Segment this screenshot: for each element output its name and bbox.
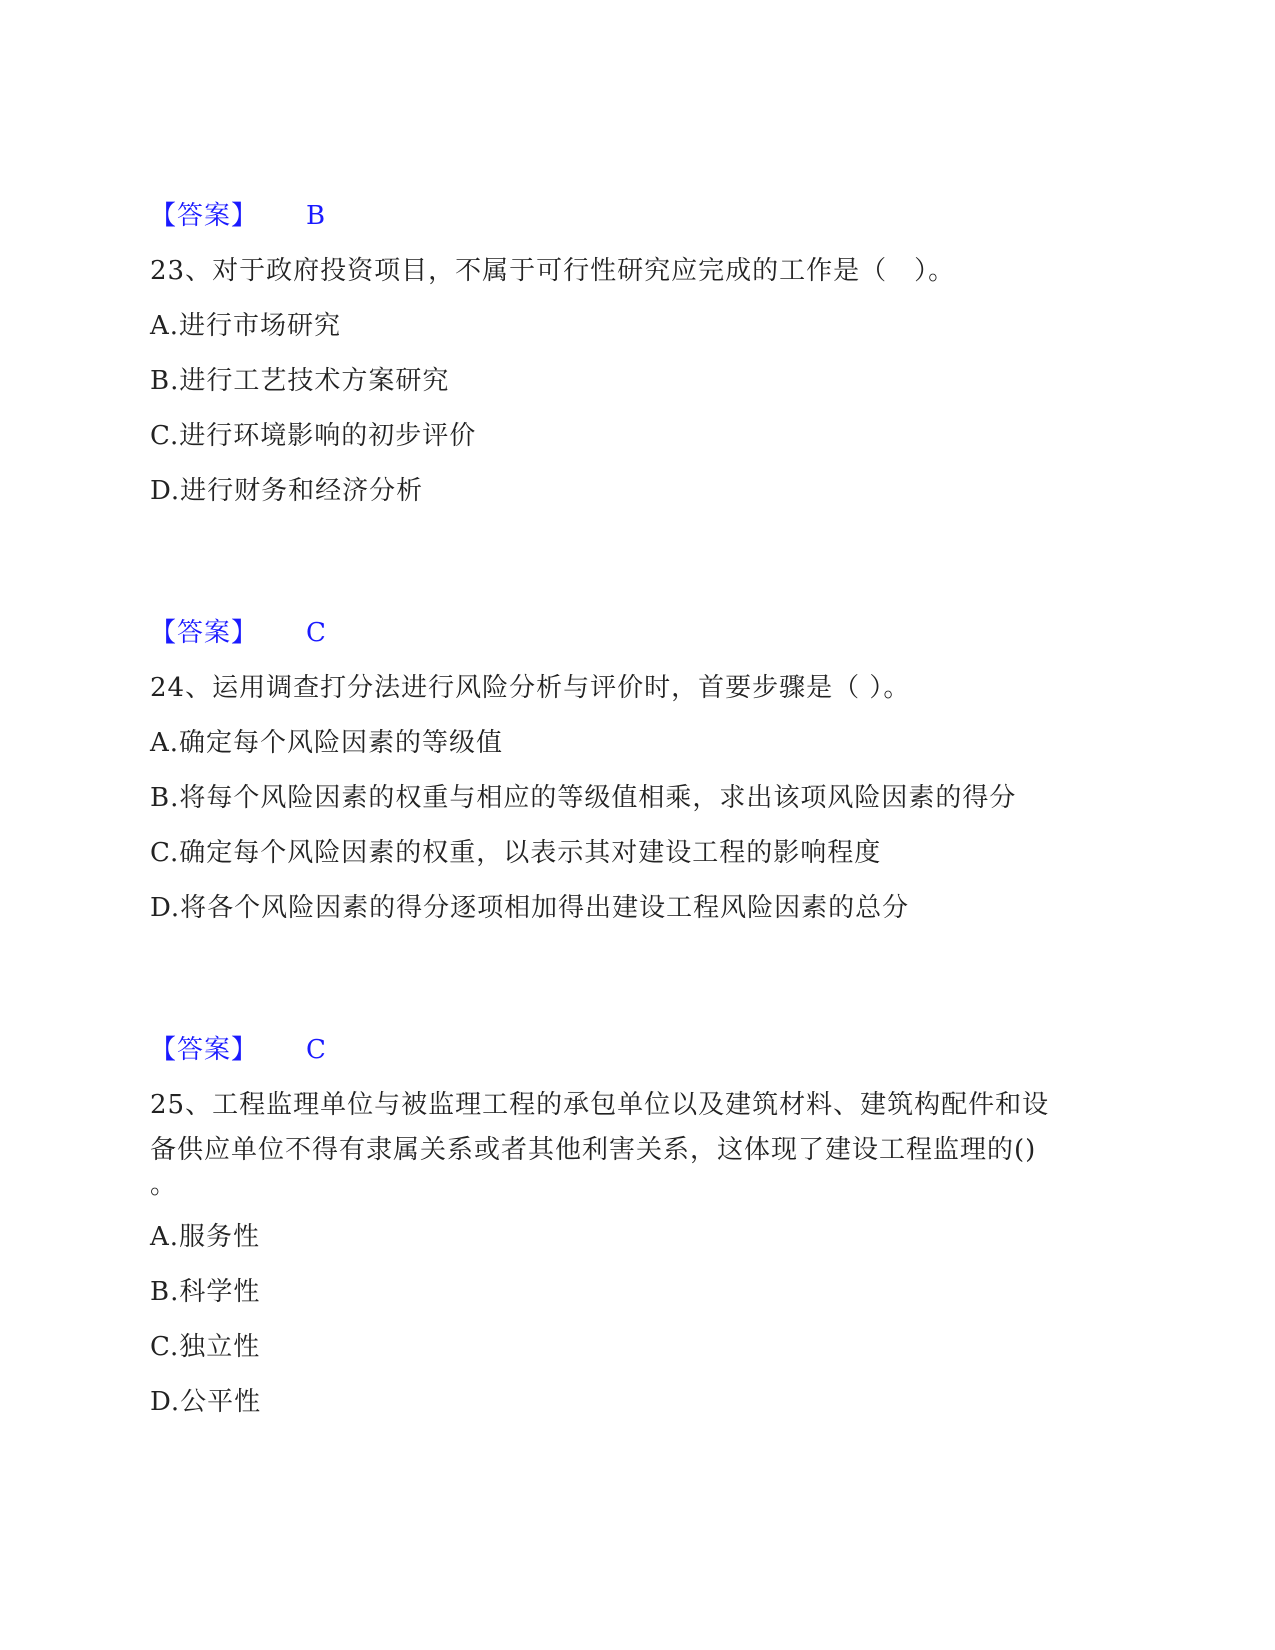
question-option: A.服务性 xyxy=(150,1222,261,1252)
question-stem: 。 xyxy=(150,1170,178,1200)
question-option: D.进行财务和经济分析 xyxy=(150,476,424,506)
question-option: D.将各个风险因素的得分逐项相加得出建设工程风险因素的总分 xyxy=(150,893,910,923)
question-stem: 24、运用调查打分法进行风险分析与评价时，首要步骤是（ ）。 xyxy=(150,673,911,703)
question-stem: 25、工程监理单位与被监理工程的承包单位以及建筑材料、建筑构配件和设 xyxy=(150,1090,1050,1120)
answer-line xyxy=(150,1030,327,1070)
question-option: A.确定每个风险因素的等级值 xyxy=(150,728,504,758)
answer-tag: 【答案】 xyxy=(150,618,259,648)
question-option: C.确定每个风险因素的权重，以表示其对建设工程的影响程度 xyxy=(150,838,882,868)
question-option: A.进行市场研究 xyxy=(150,311,342,341)
question-stem: 备供应单位不得有隶属关系或者其他利害关系，这体现了建设工程监理的() xyxy=(150,1135,1037,1165)
answer-letter: C xyxy=(306,1035,327,1065)
question-option: B.进行工艺技术方案研究 xyxy=(150,366,450,396)
answer-line xyxy=(150,196,326,236)
question-option: D.公平性 xyxy=(150,1387,262,1417)
answer-tag: 【答案】 xyxy=(150,201,259,231)
question-option: C.独立性 xyxy=(150,1332,261,1362)
answer-tag: 【答案】 xyxy=(150,1035,259,1065)
answer-letter: B xyxy=(306,201,327,231)
answer-letter: C xyxy=(306,618,327,648)
question-option: C.进行环境影响的初步评价 xyxy=(150,421,477,451)
question-option: B.将每个风险因素的权重与相应的等级值相乘，求出该项风险因素的得分 xyxy=(150,783,1017,813)
answer-line xyxy=(150,613,327,653)
question-stem: 23、对于政府投资项目，不属于可行性研究应完成的工作是（ ）。 xyxy=(150,256,956,286)
question-option: B.科学性 xyxy=(150,1277,261,1307)
